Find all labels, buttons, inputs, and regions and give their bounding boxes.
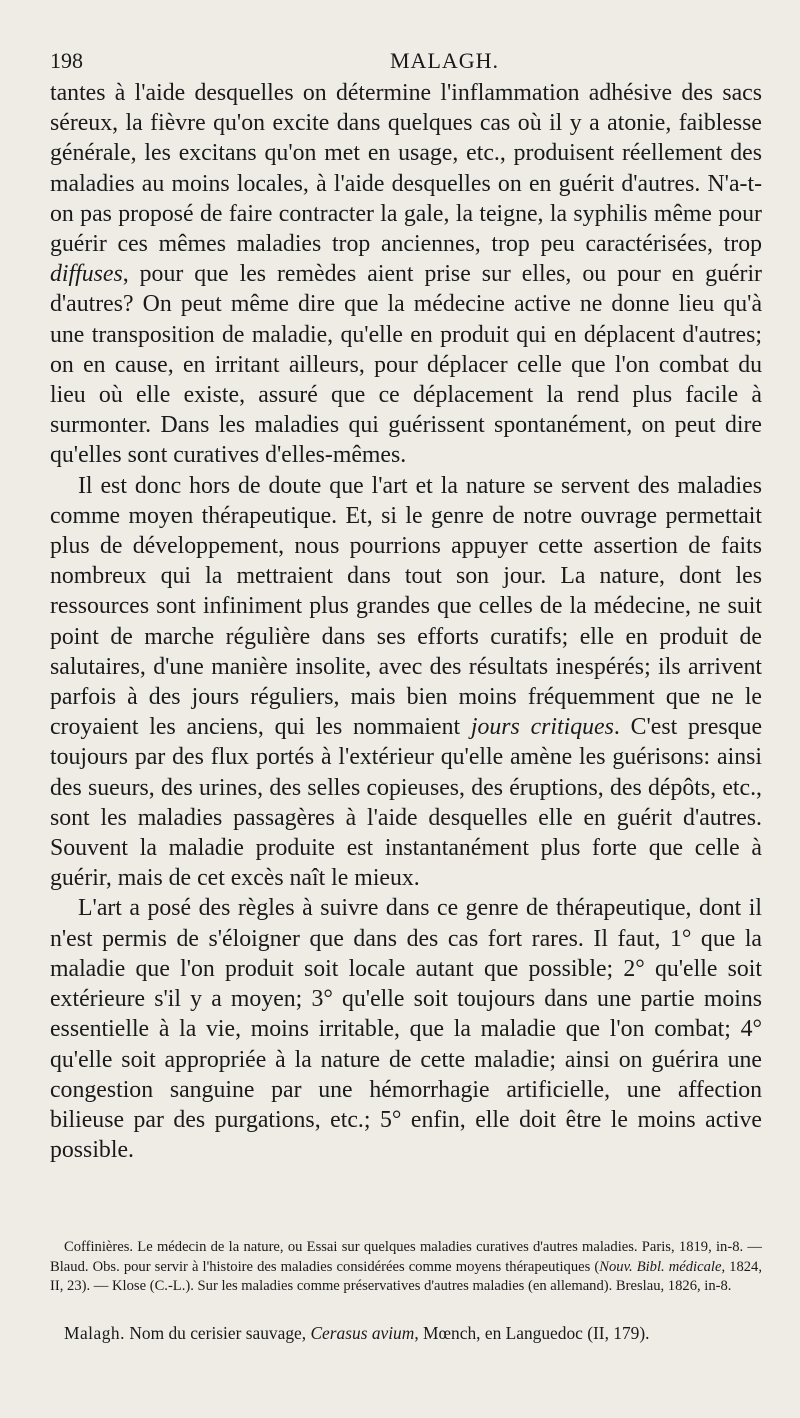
italic-diffuses: diffuses bbox=[50, 261, 123, 288]
bibliography bbox=[50, 1238, 762, 1297]
body-text bbox=[50, 78, 762, 1165]
paragraph-2 bbox=[50, 471, 762, 894]
reference-italic: Nouv. Bibl. médicale bbox=[599, 1258, 722, 1275]
dictionary-entry bbox=[50, 1322, 762, 1344]
paragraph-1-text: tantes à l'aide desquelles on détermine l'inflammation adhésive des sacs séreux, la fièvre qu'on excite dans quelques cas où il y a atonie, faiblesse générale, les excitans qu'on met en usage, etc., produisent réellement des maladies au moins locales, à l'aide desquelles on en guérit d'autres. N'a-t-on pas proposé de faire contracter la gale, la teigne, la syphilis même pour guérir ces mêmes maladies trop anciennes, trop peu caractérisées, trop bbox=[50, 80, 762, 258]
running-title: MALAGH. bbox=[390, 48, 500, 73]
reference-list bbox=[50, 1238, 762, 1297]
reference-text: Coffinières. Le médecin de la nature, ou Essai sur quelques maladies curatives d'autres maladies. Paris, 1819, in-8. — Blaud. Obs. pour servir à l'histoire des maladies considérées comme moyens thérapeutiques ( bbox=[50, 1239, 762, 1275]
paragraph-2-end: . C'est presque toujours par des flux portés à l'extérieur qu'elle amène les guérisons: ainsi des sueurs, des urines, des selles copieuses, des éruptions, des dépôts, etc., sont les maladies passagères à l'aide desquelles elle en guérit d'autres. Souvent la maladie produite est instantanément plus forte que celle à guérir, mais de cet excès naît le mieux. bbox=[50, 714, 763, 892]
entry-italic-name: Cerasus avium bbox=[310, 1323, 415, 1343]
page-number: 198 bbox=[50, 48, 83, 73]
entry-text: Nom du cerisier sauvage, bbox=[129, 1323, 307, 1343]
entry-headword: Malagh. bbox=[64, 1323, 125, 1343]
reference-end: , 1824, II, 23). — Klose (C.-L.). Sur les maladies comme préservatives d'autres maladies (en allemand). Breslau, 1826, in-8. bbox=[50, 1258, 763, 1294]
entry-text-end: , Mœnch, en Languedoc (II, 179). bbox=[414, 1323, 650, 1343]
paragraph-1 bbox=[50, 78, 762, 471]
paragraph-1-end: , pour que les remèdes aient prise sur elles, ou pour en guérir d'autres? On peut même dire que la médecine active ne donne lieu qu'à une transposition de maladie, qu'elle en produit qui en déplacent d'autres; on en cause, en irritant ailleurs, pour déplacer celle que l'on combat du lieu où elle existe, assuré que ce déplacement la rend plus facile à surmonter. Dans les maladies qui guérissent spontanément, on peut dire qu'elles sont curatives d'elles-mêmes. bbox=[50, 261, 762, 469]
italic-jours-critiques: jours critiques bbox=[470, 714, 614, 741]
paragraph-2-text: Il est donc hors de doute que l'art et la nature se servent des maladies comme moyen thérapeutique. Et, si le genre de notre ouvrage permettait plus de développement, nous pourrions appuyer cette assertion de faits nombreux qui la mettraient dans tout son jour. La nature, dont les ressources sont infiniment plus grandes que celles de la médecine, ne suit point de marche régulière dans ses efforts curatifs; elle en produit de salutaires, d'une manière insolite, avec des résultats inespérés; ils arrivent parfois à des jours réguliers, mais bien moins fréquemment que ne le croyaient les anciens, qui les nommaient bbox=[50, 472, 762, 741]
paragraph-3: L'art a posé des règles à suivre dans ce genre de thérapeutique, dont il n'est permis de s'éloigner que dans des cas fort rares. Il faut, 1° que la maladie que l'on produit soit locale autant que possible; 2° qu'elle soit extérieure s'il y a moyen; 3° qu'elle soit toujours dans une partie moins essentielle à la vie, moins irritable, que la maladie que l'on combat; 4° qu'elle soit appropriée à la nature de cette maladie; ainsi on guérira une congestion sanguine par une hémorrhagie artificielle, une affection bilieuse par des purgations, etc.; 5° enfin, elle doit être le moins active possible. bbox=[50, 895, 762, 1164]
page-header bbox=[50, 48, 760, 78]
